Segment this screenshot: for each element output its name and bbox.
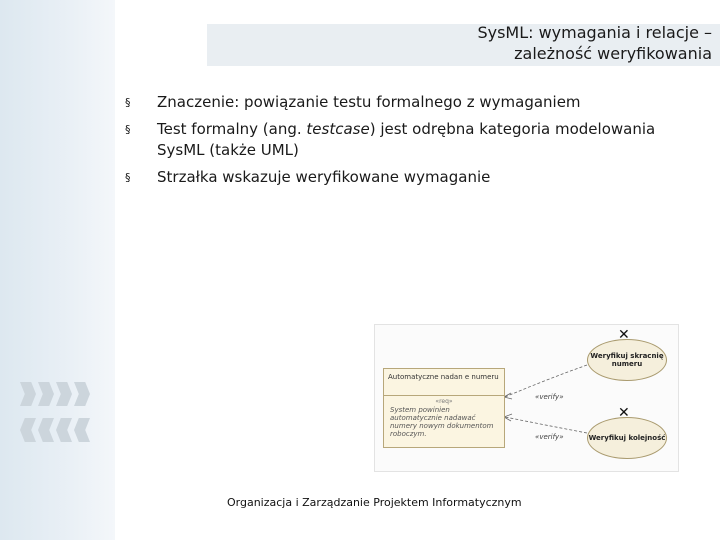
bullet-list bbox=[125, 92, 705, 194]
verify-label: «verify» bbox=[535, 433, 564, 441]
bullet-text: Znaczenie: powiązanie testu formalnego z wymaganiem bbox=[157, 93, 581, 111]
requirement-block bbox=[383, 368, 505, 448]
slide-sidebar-decoration bbox=[0, 0, 115, 540]
testcase-label: Weryfikuj kolejność bbox=[588, 434, 666, 442]
requirement-stereotype: «req» bbox=[435, 398, 453, 405]
slide-title: SysML: wymagania i relacje – zależność weryfikowania bbox=[477, 23, 712, 63]
bullet-text: ) jest odrębna kategoria modelowania SysML (także UML) bbox=[157, 120, 656, 159]
requirement-text: System powinien automatycznie nadawać numery nowym dokumentom roboczym. bbox=[390, 406, 494, 438]
bullet-item bbox=[125, 92, 705, 113]
bullet-text-emphasis: testcase bbox=[306, 120, 370, 138]
bullet-item bbox=[125, 119, 705, 161]
testcase-ellipse bbox=[587, 405, 667, 459]
bullet-text: Strzałka wskazuje weryfikowane wymaganie bbox=[157, 168, 491, 186]
bullet-text: Test formalny (ang. bbox=[157, 120, 307, 138]
bullet-marker: § bbox=[125, 171, 131, 184]
bullet-marker: § bbox=[125, 123, 131, 136]
testcase-ellipse bbox=[587, 327, 667, 381]
bullet-item bbox=[125, 167, 705, 188]
slide-footer: Organizacja i Zarządzanie Projektem Informatycznym bbox=[227, 496, 522, 509]
testcase-x-icon: ✕ bbox=[618, 327, 630, 343]
testcase-x-icon: ✕ bbox=[618, 405, 630, 421]
chevron-decoration-icon bbox=[20, 382, 92, 454]
verify-label: «verify» bbox=[535, 393, 564, 401]
bullet-marker: § bbox=[125, 96, 131, 109]
testcase-label: Weryfikuj skracnię numeru bbox=[590, 352, 664, 368]
requirement-name: Automatyczne nadan e numeru bbox=[384, 369, 504, 396]
sysml-verify-diagram bbox=[374, 324, 679, 472]
